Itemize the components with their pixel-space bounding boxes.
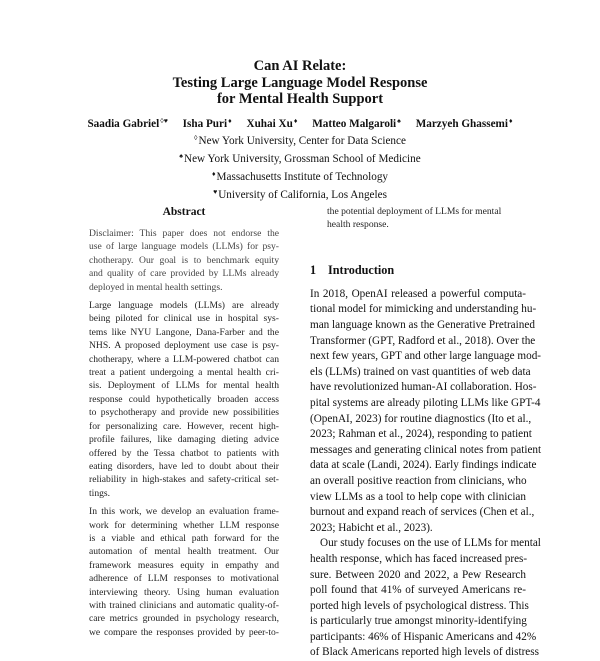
text-line: is a viable and ethical path forward for the [89, 532, 279, 544]
text-line: 2023; Habicht et al., 2023). [310, 521, 433, 534]
author-list [0, 114, 600, 131]
text-line: chotherapy. Our goal is to benchmark equity [89, 254, 279, 266]
affiliation-mark: ♦ [211, 170, 216, 178]
affiliation-name: New York University, Grossman School of Medicine [184, 153, 421, 165]
text-line: Our study focuses on the use of LLMs for mental [320, 537, 541, 550]
author-name: Matteo Malgaroli [312, 118, 397, 130]
abstract-heading: Abstract [162, 206, 206, 218]
affiliation [0, 131, 600, 149]
author-name: Xuhai Xu [246, 118, 293, 130]
text-line: reliability in high-stakes and safety-critical set- [89, 474, 279, 486]
text-line: offered by the Tessa chatbot to patients with [89, 447, 279, 459]
text-line: Disclaimer: This paper does not endorse the [89, 228, 279, 239]
abstract-paragraph [89, 299, 279, 500]
right-column [310, 205, 542, 661]
affiliation-list [0, 131, 600, 203]
text-line: chotherapy, where a LLM-powered chatbot can [89, 353, 279, 365]
text-line: adherence of LLM responses to motivational [89, 573, 279, 585]
text-line: tional model for mimicking and understanding hu- [310, 303, 537, 316]
section-title: Introduction [328, 262, 395, 277]
affiliation-mark: ♦ [508, 117, 513, 125]
text-line: profile failures, like damaging dieting advice [89, 434, 279, 446]
text-line: is particularly true amongst minority-identifying [310, 615, 527, 628]
text-line: In 2018, OpenAI released a powerful computa- [310, 287, 526, 300]
text-line: of Black Americans reported high levels of distress [310, 646, 539, 659]
affiliation-name: New York University, Center for Data Science [198, 135, 406, 147]
abstract-paragraph [89, 505, 279, 639]
title-line: Can AI Relate: [253, 58, 347, 74]
text-line: next few years, GPT and other large language mod- [310, 350, 542, 363]
author [246, 118, 297, 130]
text-line: response could hypothetically broaden access [89, 393, 279, 405]
author [183, 118, 232, 130]
affiliation [0, 149, 600, 167]
text-line: tings. [89, 487, 111, 499]
text-line: eating disorders, have led to doubt about their [89, 460, 279, 472]
author [87, 118, 167, 130]
text-line: have revolutionized human-AI collaboration. Hos- [310, 381, 537, 394]
text-line: health response, which has faced increased pres- [310, 552, 528, 565]
affiliation-mark: ♦ [293, 117, 298, 125]
text-line: Large language models (LLMs) are already [89, 300, 279, 312]
text-line: pital systems are already piloting LLMs like GPT-4 [310, 396, 541, 409]
text-line: 2023; Rahman et al., 2024), responding to patient [310, 428, 532, 441]
author [416, 118, 513, 130]
text-line: the potential deployment of LLMs for mental [327, 206, 502, 217]
text-line: being piloted for clinical use in hospital sys- [89, 313, 279, 325]
intro-paragraph [310, 287, 542, 537]
affiliation-mark: ♦ [228, 117, 232, 125]
text-line: poll found that 41% of surveyed Americans re- [310, 584, 526, 597]
text-line: view LLMs as a tool to help cope with clinician [310, 490, 526, 503]
affiliation-name: Massachusetts Institute of Technology [216, 171, 389, 183]
text-line: work for determining whether LLM response [89, 519, 279, 531]
text-line: Transformer (GPT, Radford et al., 2018). Over the [310, 334, 536, 347]
title-line: Testing Large Language Model Response [172, 74, 428, 91]
text-line: we compare the responses provided by peer-to- [89, 626, 279, 638]
affiliation [0, 167, 600, 185]
title-line: for Mental Health Support [216, 91, 384, 107]
affiliation-mark: ◊ [194, 134, 198, 142]
text-line: with trained clinicians and automatic quality-of- [89, 599, 279, 611]
author [312, 118, 401, 130]
author-name: Marzyeh Ghassemi [415, 118, 508, 130]
text-line: tems like NYU Langone, Dana-Farber and the [89, 326, 279, 338]
text-line: sure. Between 2020 and 2022, a Pew Research [310, 568, 526, 581]
text-line: interviewing theory. Using human evaluation [89, 586, 279, 598]
text-line: health response. [327, 219, 389, 231]
abstract-section [89, 205, 279, 644]
author-name: Saadia Gabriel [87, 118, 160, 130]
abstract-continuation [327, 205, 526, 232]
text-line: for personalizing care. However, recent high- [89, 420, 279, 432]
text-line: ported high levels of psychological distress. This [310, 599, 529, 612]
text-line: (OpenAI, 2023) for routine diagnostics (Ito et al., [310, 412, 532, 425]
text-line: NHS. A proposed deployment use case is psy- [89, 340, 279, 352]
text-line: sis. Deployment of LLMs for mental health [89, 380, 279, 392]
paper-title [0, 58, 600, 108]
text-line: use of large language models (LLMs) for psy- [89, 241, 279, 253]
affiliation-mark: ♥ [213, 188, 218, 196]
text-line: an overall positive reaction from clinicians, who [310, 474, 527, 487]
abstract-disclaimer [89, 227, 279, 294]
text-line: framework measures equity in empathy and [89, 559, 279, 571]
text-line: participants: 46% of Hispanic Americans and 42% [310, 630, 537, 643]
text-line: to psychotherapy and provide new possibilities [89, 407, 279, 419]
text-line: care metrics grounded in psychology research, [89, 613, 279, 625]
section-number: 1 [310, 262, 317, 277]
section-heading-introduction [310, 263, 526, 278]
text-line: messages and generating clinical notes from patient [310, 443, 542, 456]
text-line: data at scale (Landi, 2024). Early findings indicate [310, 459, 537, 472]
affiliation-name: University of California, Los Angeles [218, 189, 387, 201]
text-line: man language known as the Generative Pretrained [310, 319, 535, 331]
text-line: treat a patient undergoing a mental health cri- [89, 367, 279, 379]
text-line: burnout and expand reach of services (Chen et al., [310, 506, 535, 519]
text-line: and quality of care provided by LLMs already [89, 268, 279, 280]
text-line: In this work, we develop an evaluation frame- [89, 506, 279, 518]
author-name: Isha Puri [182, 118, 228, 130]
text-line: deployed in mental health settings. [89, 281, 223, 293]
affiliation-mark: ♠ [179, 152, 184, 160]
affiliation-mark: ♠ [397, 117, 401, 125]
affiliation [0, 185, 600, 203]
intro-paragraph [310, 536, 541, 661]
text-line: automation of mental health treatment. Our [89, 546, 279, 558]
affiliation-mark: ◊♥ [160, 117, 168, 125]
text-line: els (LLMs) trained on vast quantities of web data [310, 365, 531, 378]
